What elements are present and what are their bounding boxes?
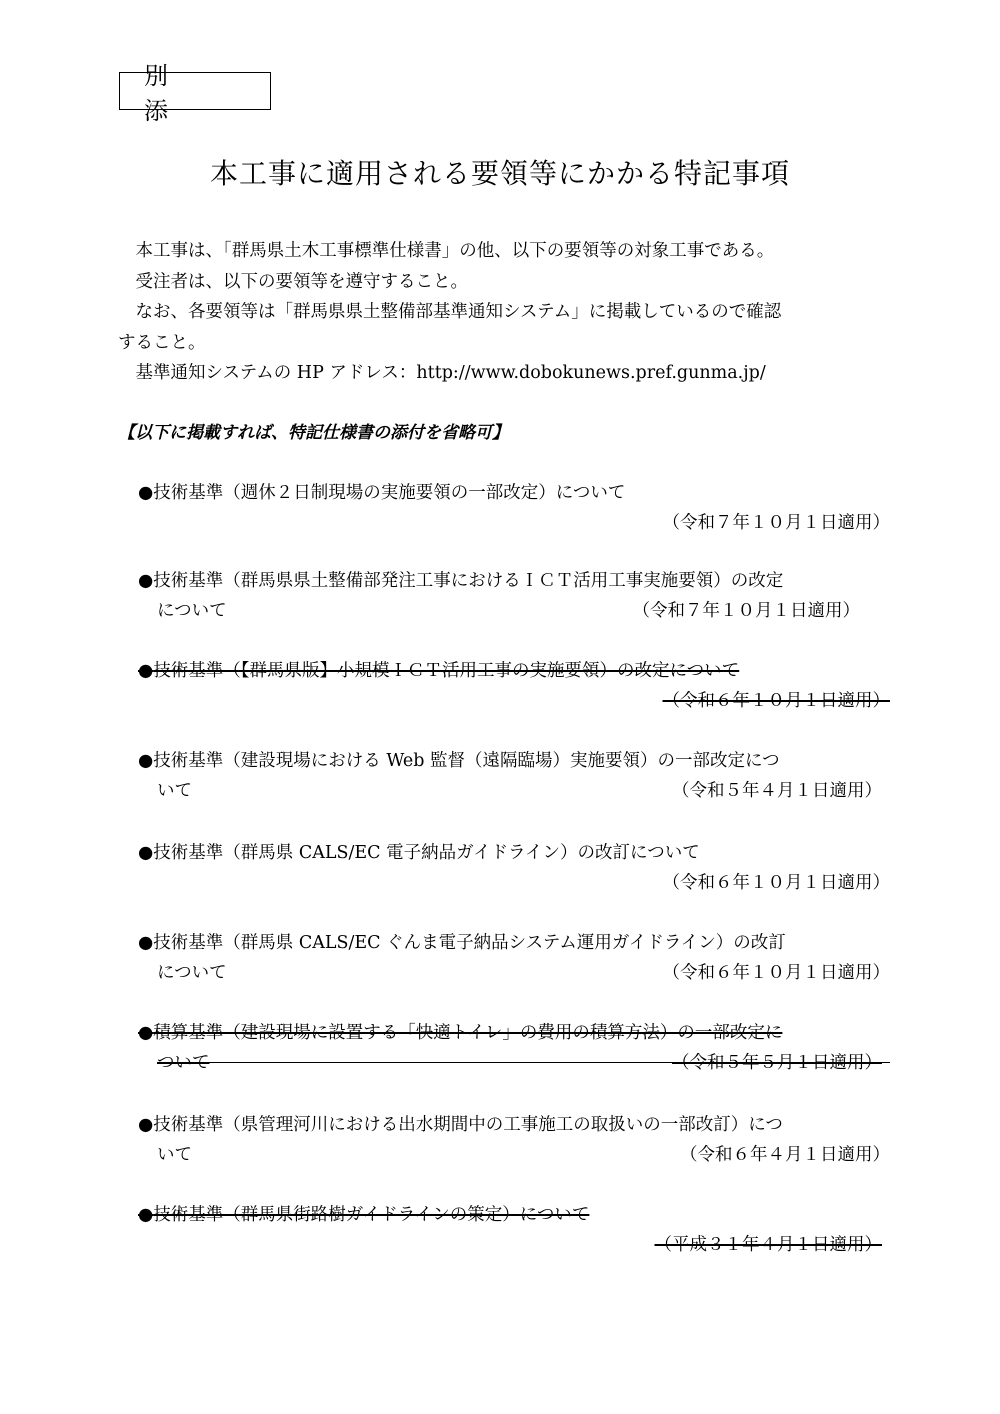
bullet: ● (138, 661, 154, 681)
item-text-cont: いて (157, 1145, 192, 1165)
item-date: （令和６年１０月１日適用） (662, 873, 890, 893)
item-date: （令和７年１０月１日適用） (632, 601, 860, 621)
bullet: ● (138, 751, 154, 771)
item-text: 技術基準（週休２日制現場の実施要領の一部改定）について (153, 483, 626, 503)
bullet: ● (138, 1115, 154, 1135)
item-date: （令和６年４月１日適用） (680, 1145, 890, 1165)
item-text-cont: について (157, 963, 227, 983)
intro-line-3: なお、各要領等は「群馬県県土整備部基準通知システム」に掲載しているので確認 (135, 302, 782, 322)
item-text-cont: ついて (157, 1053, 210, 1073)
page-title: 本工事に適用される要領等にかかる特記事項 (209, 157, 790, 190)
list-item (138, 478, 890, 538)
list-item (138, 928, 890, 988)
item-date: （令和５年４月１日適用） (672, 781, 882, 801)
bullet: ● (138, 843, 154, 863)
list-item (138, 838, 890, 898)
item-text: 技術基準（群馬県県土整備部発注工事におけるＩＣＴ活用工事実施要領）の改定 (153, 571, 784, 591)
list-item (138, 566, 890, 626)
item-text: 技術基準（県管理河川における出水期間中の工事施工の取扱いの一部改訂）につ (153, 1115, 783, 1135)
list-item-struck (138, 1200, 890, 1260)
item-text: 技術基準（群馬県 CALS/EC ぐんま電子納品システム運用ガイドライン）の改訂 (153, 933, 786, 953)
item-text-cont: いて (157, 781, 192, 801)
list-item-struck (138, 1018, 890, 1078)
section-heading: 【以下に掲載すれば、特記仕様書の添付を省略可】 (118, 423, 509, 443)
item-text: 技術基準（建設現場における Web 監督（遠隔臨場）実施要領）の一部改定につ (153, 751, 780, 771)
intro-paragraphs (118, 236, 888, 389)
bullet: ● (138, 1205, 154, 1225)
item-date: （令和７年１０月１日適用） (662, 513, 890, 533)
item-text-cont: について (157, 601, 227, 621)
item-date: （令和６年１０月１日適用） (662, 691, 890, 711)
intro-line-2: 受注者は、以下の要領等を遵守すること。 (135, 271, 468, 292)
item-text: 積算基準（建設現場に設置する「快適トイレ」の費用の積算方法）の一部改定に (153, 1023, 783, 1043)
list-item (138, 746, 890, 806)
item-text: 技術基準（群馬県 CALS/EC 電子納品ガイドライン）の改訂について (153, 843, 700, 863)
item-date: （平成３１年４月１日適用） (654, 1235, 882, 1255)
list-item (138, 1110, 890, 1170)
intro-line-1: 本工事は、「群馬県土木工事標準仕様書」の他、以下の要領等の対象工事である。 (135, 241, 775, 261)
bullet: ● (138, 933, 154, 953)
bullet: ● (138, 1023, 154, 1043)
list-item-struck (138, 656, 890, 716)
intro-line-3-cont: すること。 (118, 332, 206, 353)
intro-line-4: 基準通知システムの HP アドレス：http://www.dobokunews.pref.gunma.jp/ (135, 363, 766, 383)
bullet: ● (138, 571, 154, 591)
item-text: 技術基準（群馬県街路樹ガイドラインの策定）について (153, 1205, 590, 1225)
bullet: ● (138, 483, 154, 503)
item-date: （令和６年１０月１日適用） (662, 963, 890, 983)
annex-label: 別 添 (119, 72, 271, 110)
item-date: （令和５年５月１日適用） (672, 1053, 882, 1073)
item-text: 技術基準（【群馬県版】小規模ＩＣＴ活用工事の実施要領）の改定について (153, 661, 740, 681)
